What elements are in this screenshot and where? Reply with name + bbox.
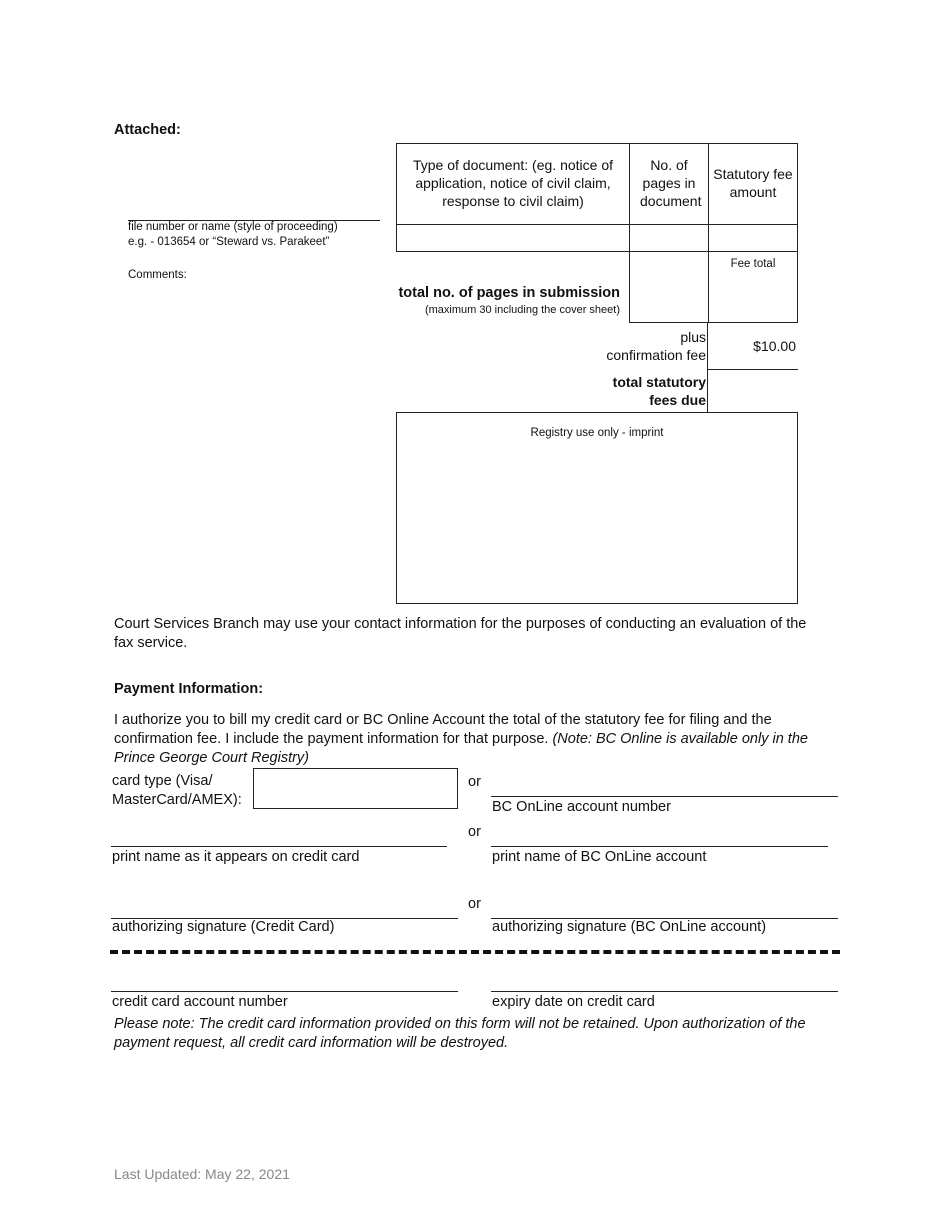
total-pages-label: total no. of pages in submission (398, 285, 620, 301)
document-type-input-cell[interactable] (396, 224, 630, 252)
document-type-header: Type of document: (eg. notice of application, notice of civil claim, response to civil claim) (412, 157, 613, 209)
pages-input-cell[interactable] (629, 224, 709, 252)
registry-imprint-label: Registry use only - imprint (530, 427, 664, 439)
pages-header: No. of pages in document (640, 157, 702, 209)
confirmation-fee-amount: $10.00 (753, 338, 796, 354)
file-number-example: e.g. - 013654 or “Steward vs. Parakeet” (128, 236, 330, 248)
total-pages-note: (maximum 30 including the cover sheet) (424, 304, 620, 316)
total-fees-due-input[interactable] (708, 370, 798, 413)
total-pages-input-cell[interactable] (629, 251, 709, 323)
authorize-paragraph (114, 711, 824, 768)
or-separator-3: or (468, 896, 481, 912)
last-updated: Last Updated: May 22, 2021 (114, 1166, 290, 1182)
cut-line (110, 950, 840, 954)
bc-account-number-label: BC OnLine account number (492, 799, 671, 815)
fee-total-cell[interactable] (708, 251, 798, 323)
print-name-cc-line[interactable] (111, 846, 447, 847)
or-separator-2: or (468, 824, 481, 840)
fee-amount-input-cell[interactable] (708, 224, 798, 252)
file-number-label: file number or name (style of proceeding) (128, 221, 338, 233)
total-statutory-label: total statutory (612, 374, 706, 390)
plus-label: plus (680, 329, 706, 345)
expiry-date-label: expiry date on credit card (492, 994, 655, 1010)
card-type-input[interactable] (253, 768, 458, 809)
authorize-text: I authorize you to bill my credit card or BC Online Account the total of the statutory fee for filing and the confirmation fee. I include the payment information for that purpose. (114, 712, 772, 747)
attached-heading: Attached: (114, 122, 181, 138)
registry-imprint-box (396, 412, 798, 604)
document-type-header-cell (396, 143, 630, 225)
total-fees-due-label: fees due (649, 392, 706, 408)
signature-cc-label: authorizing signature (Credit Card) (112, 919, 335, 935)
fee-header-cell (708, 143, 798, 225)
signature-bc-label: authorizing signature (BC OnLine account) (492, 919, 767, 935)
please-note: Please note: The credit card information provided on this form will not be retained. Upon authorization of the payment request, all credit card information will be destroyed. (114, 1016, 806, 1051)
or-separator-1: or (468, 774, 481, 790)
contact-info-notice: Court Services Branch may use your contact information for the purposes of conducting an evaluation of the fax service. (114, 616, 807, 651)
authorize-note: (Note: BC Online is available only in the Prince George Court Registry) (114, 731, 808, 766)
fee-header: Statutory fee amount (713, 166, 793, 200)
print-name-bc-label: print name of BC OnLine account (492, 849, 707, 865)
pages-header-cell (629, 143, 709, 225)
bc-account-number-line[interactable] (491, 796, 838, 797)
comments-label: Comments: (128, 269, 187, 281)
confirmation-fee-label: confirmation fee (606, 347, 706, 363)
payment-heading: Payment Information: (114, 681, 264, 697)
cc-number-line[interactable] (111, 991, 458, 992)
fee-total-label: Fee total (730, 258, 776, 270)
card-type-label-line1: card type (Visa/ (112, 773, 213, 789)
cc-number-label: credit card account number (112, 994, 288, 1010)
print-name-bc-line[interactable] (491, 846, 828, 847)
print-name-cc-label: print name as it appears on credit card (112, 849, 360, 865)
expiry-date-line[interactable] (491, 991, 838, 992)
card-type-label-line2: MasterCard/AMEX): (112, 792, 242, 808)
